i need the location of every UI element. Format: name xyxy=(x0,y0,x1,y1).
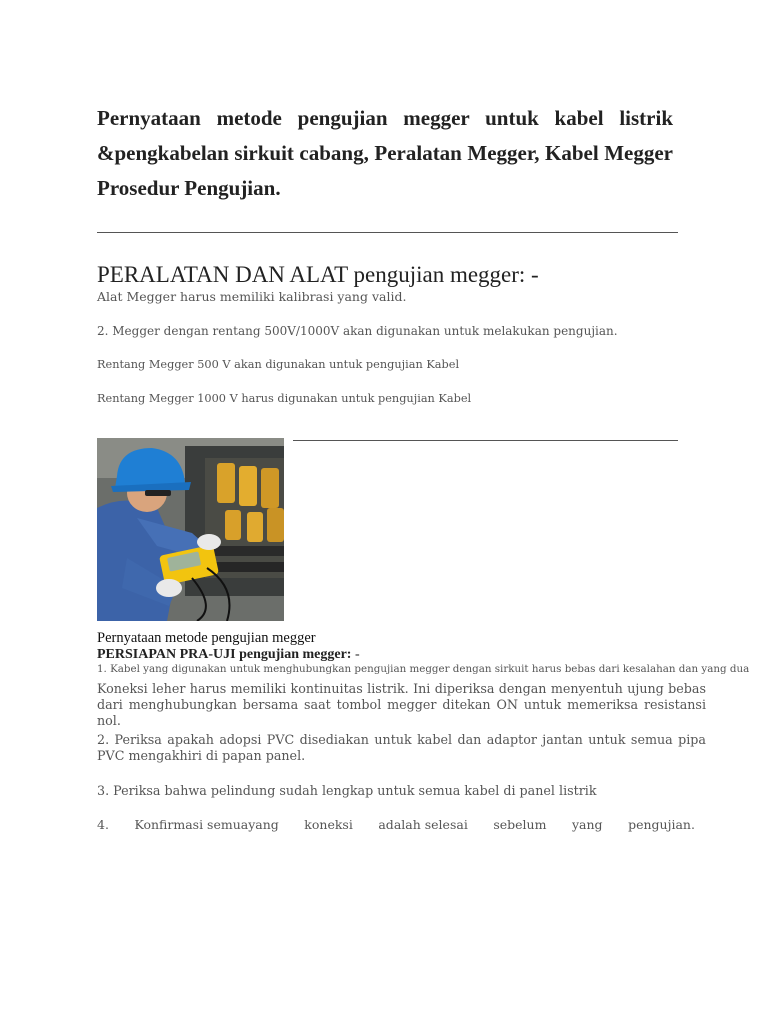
paragraph-megger-range: 2. Megger dengan rentang 500V/1000V akan digunakan untuk melakukan pengujian. xyxy=(97,324,618,338)
list-item-4 xyxy=(97,817,695,832)
list-item-4-word: koneksi xyxy=(304,817,353,832)
figure-caption: Pernyataan metode pengujian megger xyxy=(97,630,316,646)
list-item-4-word: yang xyxy=(571,817,603,832)
horizontal-rule xyxy=(97,232,678,233)
list-item-4-word: pengujian. xyxy=(628,817,695,832)
section-heading-equipment: PERALATAN DAN ALAT pengujian megger: - xyxy=(97,262,539,287)
paragraph-1000v-range: Rentang Megger 1000 V harus digunakan untuk pengujian Kabel xyxy=(97,392,472,405)
section-heading-pretest: PERSIAPAN PRA-UJI pengujian megger: - xyxy=(97,647,360,662)
megger-testing-photo xyxy=(97,438,284,621)
list-item-1-lead: 1. Kabel yang digunakan untuk menghubungkan pengujian megger dengan sirkuit harus bebas dari kesalahan dan yang dua xyxy=(97,663,750,675)
document-title: Pernyataan metode pengujian megger untuk kabel listrik &pengkabelan sirkuit cabang, Peralatan Megger, Kabel Megger Prosedur Pengujian. xyxy=(97,106,673,200)
list-item-4-word: Konfirmasi semuayang xyxy=(134,817,279,832)
list-item-4-word: sebelum xyxy=(493,817,547,832)
list-item-4-word: 4. xyxy=(97,817,109,832)
list-item-3: 3. Periksa bahwa pelindung sudah lengkap untuk semua kabel di panel listrik xyxy=(97,783,597,798)
horizontal-rule xyxy=(293,440,678,441)
paragraph-calibration: Alat Megger harus memiliki kalibrasi yang valid. xyxy=(97,289,407,304)
list-item-4-word: adalah selesai xyxy=(378,817,468,832)
paragraph-500v-range: Rentang Megger 500 V akan digunakan untuk pengujian Kabel xyxy=(97,358,460,371)
list-item-2: 2. Periksa apakah adopsi PVC disediakan untuk kabel dan adaptor jantan untuk semua pipa PVC mengakhiri di papan panel. xyxy=(97,732,706,763)
list-item-1-body: Koneksi leher harus memiliki kontinuitas listrik. Ini diperiksa dengan menyentuh ujung bebas dari menghubungkan bersama saat tombol megger ditekan ON untuk memeriksa resistansi nol. xyxy=(97,681,706,728)
